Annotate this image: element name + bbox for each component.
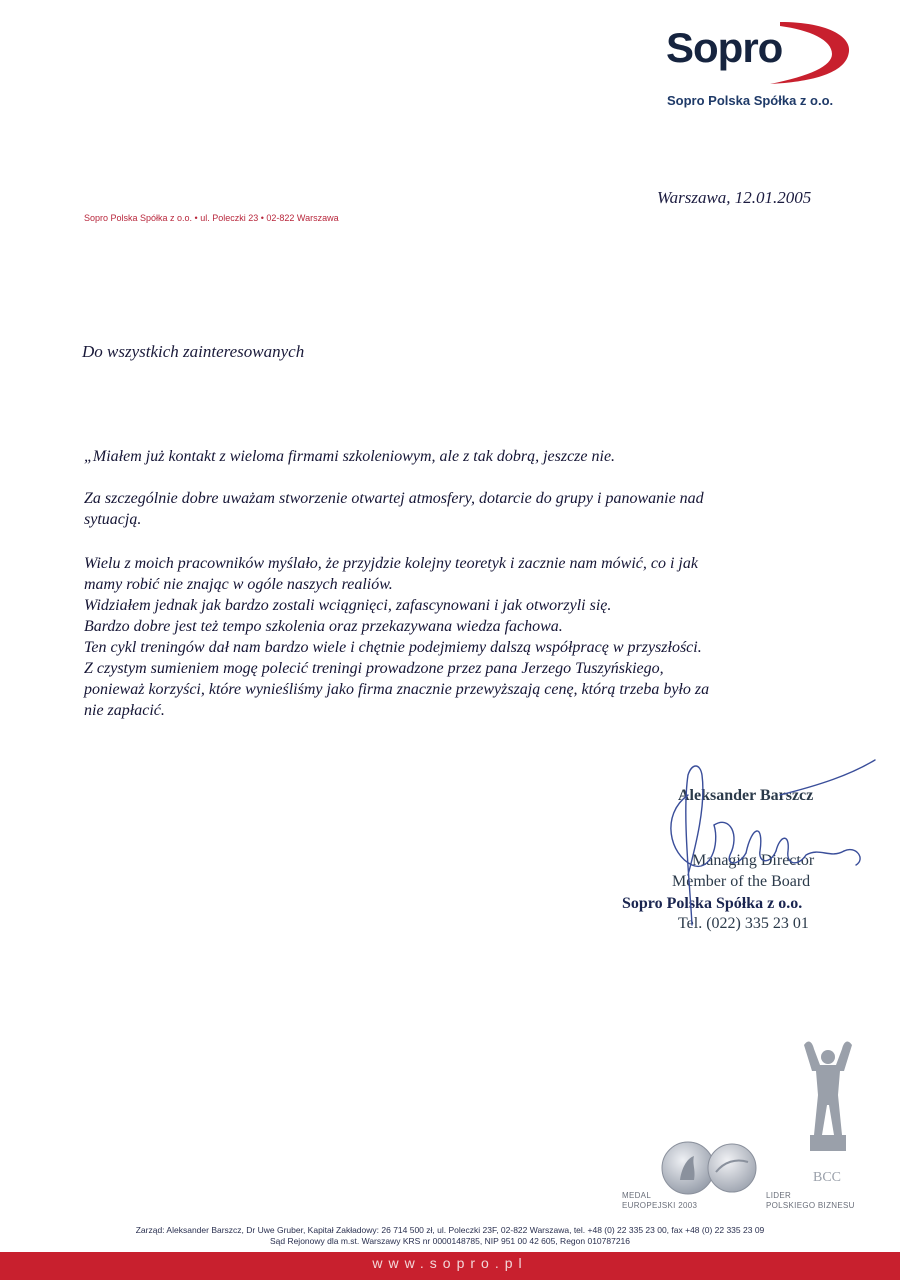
body-line: nie zapłacić. xyxy=(84,702,165,719)
lider-label-line-2: POLSKIEGO BIZNESU xyxy=(766,1201,855,1210)
signatory-role-2: Member of the Board xyxy=(672,873,811,890)
sender-address: Sopro Polska Spółka z o.o. • ul. Poleczki 23 • 02-822 Warszawa xyxy=(84,213,339,223)
lider-label xyxy=(766,1191,855,1211)
letter-date: Warszawa, 12.01.2005 xyxy=(657,188,812,207)
signatory-name: Aleksander Barszcz xyxy=(678,787,814,804)
company-name: Sopro Polska Spółka z o.o. xyxy=(667,93,834,108)
sopro-logo xyxy=(660,16,860,96)
lider-label-line-1: LIDER xyxy=(766,1191,792,1200)
body-paragraph-3 xyxy=(84,553,824,721)
footer-registry-info: Sąd Rejonowy dla m.st. Warszawy KRS nr 0000148785, NIP 951 00 42 605, Regon 010787216 xyxy=(269,1236,631,1246)
body-line: ponieważ korzyści, które wynieśliśmy jako firma znacznie przewyższają cenę, którą trzeba było za xyxy=(84,681,710,698)
body-line: Wielu z moich pracowników myślało, że przyjdzie kolejny teoretyk i zacznie nam mówić, co i jak xyxy=(84,555,698,572)
signatory-phone: Tel. (022) 335 23 01 xyxy=(678,915,809,932)
body-line: Bardzo dobre jest też tempo szkolenia oraz przekazywana wiedza fachowa. xyxy=(84,618,563,635)
body-line: Z czystym sumieniem mogę polecić treningi prowadzone przez pana Jerzego Tuszyńskiego, xyxy=(84,660,664,677)
medal-reverse-icon xyxy=(706,1142,758,1194)
medal-label xyxy=(622,1191,697,1211)
handwritten-signature-icon xyxy=(630,755,880,935)
body-line: „Miałem już kontakt z wieloma firmami szkoleniowym, ale z tak dobrą, jeszcze nie. xyxy=(84,448,616,465)
signatory-company: Sopro Polska Spółka z o.o. xyxy=(622,895,803,912)
body-line: Za szczególnie dobre uważam stworzenie otwartej atmosfery, dotarcie do grupy i panowanie nad xyxy=(84,490,704,507)
body-line: sytuacją. xyxy=(84,511,142,528)
body-line: Widziałem jednak jak bardzo zostali wciągnięci, zafascynowani i jak otworzyli się. xyxy=(84,597,612,614)
footer-website-link[interactable]: www.sopro.pl xyxy=(372,1255,528,1271)
salutation: Do wszystkich zainteresowanych xyxy=(82,342,305,361)
bcc-mark: BCC xyxy=(813,1170,842,1185)
signatory-role-1: Managing Director xyxy=(692,852,815,869)
body-paragraph-2 xyxy=(84,488,824,530)
footer-company-info: Zarząd: Aleksander Barszcz, Dr Uwe Gruber, Kapitał Zakładowy: 26 714 500 zł, ul. Poleczki 23F, 02-822 Warszawa, tel. +48 (0) 22 335 23 00, fax +48 (0) 22 335 23 09 xyxy=(135,1225,765,1235)
medal-label-line-1: MEDAL xyxy=(622,1191,652,1200)
body-line: Ten cykl treningów dał nam bardzo wiele i chętnie podejmiemy dalszą współpracę w przyszłości. xyxy=(84,639,702,656)
body-line: mamy robić nie znając w ogóle naszych realiów. xyxy=(84,576,393,593)
logo-text: Sopro xyxy=(666,24,783,71)
body-paragraph-1 xyxy=(84,446,824,467)
medal-label-line-2: EUROPEJSKI 2003 xyxy=(622,1201,698,1210)
statuette-icon xyxy=(798,1035,858,1165)
